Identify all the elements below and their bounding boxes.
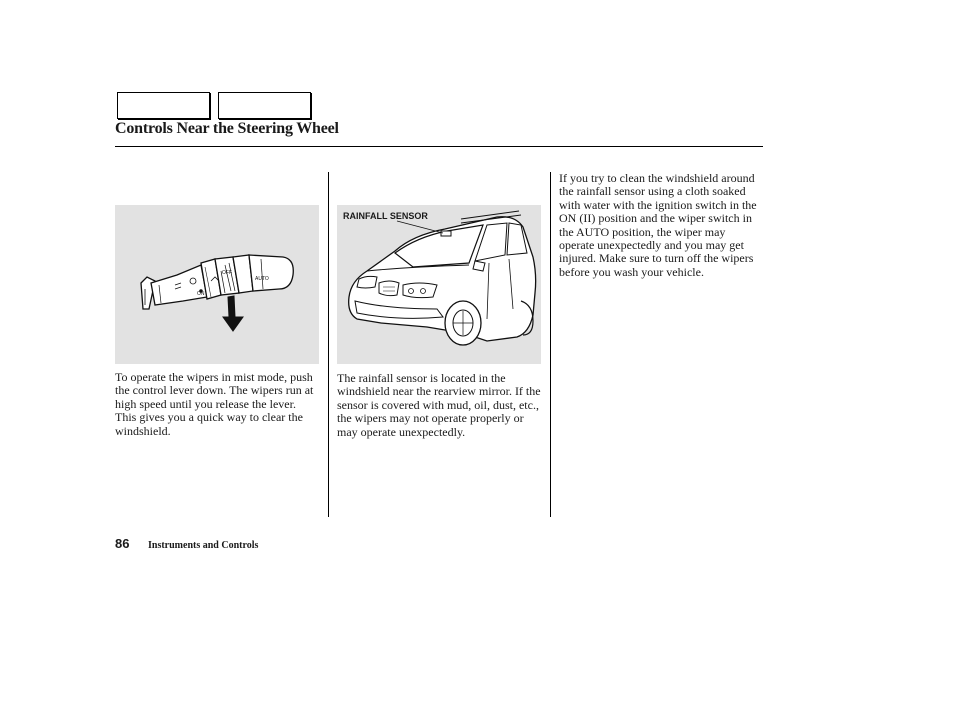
suv-icon — [337, 205, 541, 364]
column-divider-left — [328, 172, 329, 517]
column-divider-right — [550, 172, 551, 517]
page-number: 86 — [115, 536, 130, 551]
wiper-lever-figure — [115, 205, 319, 364]
cleaning-warning-paragraph: If you try to clean the windshield around the rainfall sensor using a cloth soaked with water with the ignition switch in the ON (II) position and the wiper switch in the AUTO position, the wiper may operate unexpectedly and you may get injured. Make sure to turn off the wipers before you wash your vehicle. — [559, 171, 757, 279]
lever-label-on: ON — [197, 291, 205, 297]
nav-tab-box-2[interactable] — [218, 92, 311, 119]
lever-label-auto: AUTO — [255, 276, 269, 282]
page-title: Controls Near the Steering Wheel — [115, 120, 339, 137]
wiper-lever-icon — [115, 205, 319, 364]
title-divider — [115, 146, 763, 147]
mist-mode-paragraph: To operate the wipers in mist mode, push the control lever down. The wipers run at high speed until you release the lever. This gives you a quick way to clear the windshield. — [115, 370, 314, 438]
section-name: Instruments and Controls — [148, 540, 259, 551]
rainfall-sensor-figure — [337, 205, 541, 364]
rainfall-sensor-paragraph: The rainfall sensor is located in the windshield near the rearview mirror. If the sensor is covered with mud, oil, dust, etc., the wipers may not operate properly or may operate unexpectedly. — [337, 371, 541, 439]
nav-tab-box-1[interactable] — [117, 92, 210, 119]
lever-label-off: OFF — [222, 270, 232, 276]
rainfall-sensor-label: RAINFALL SENSOR — [343, 211, 428, 221]
